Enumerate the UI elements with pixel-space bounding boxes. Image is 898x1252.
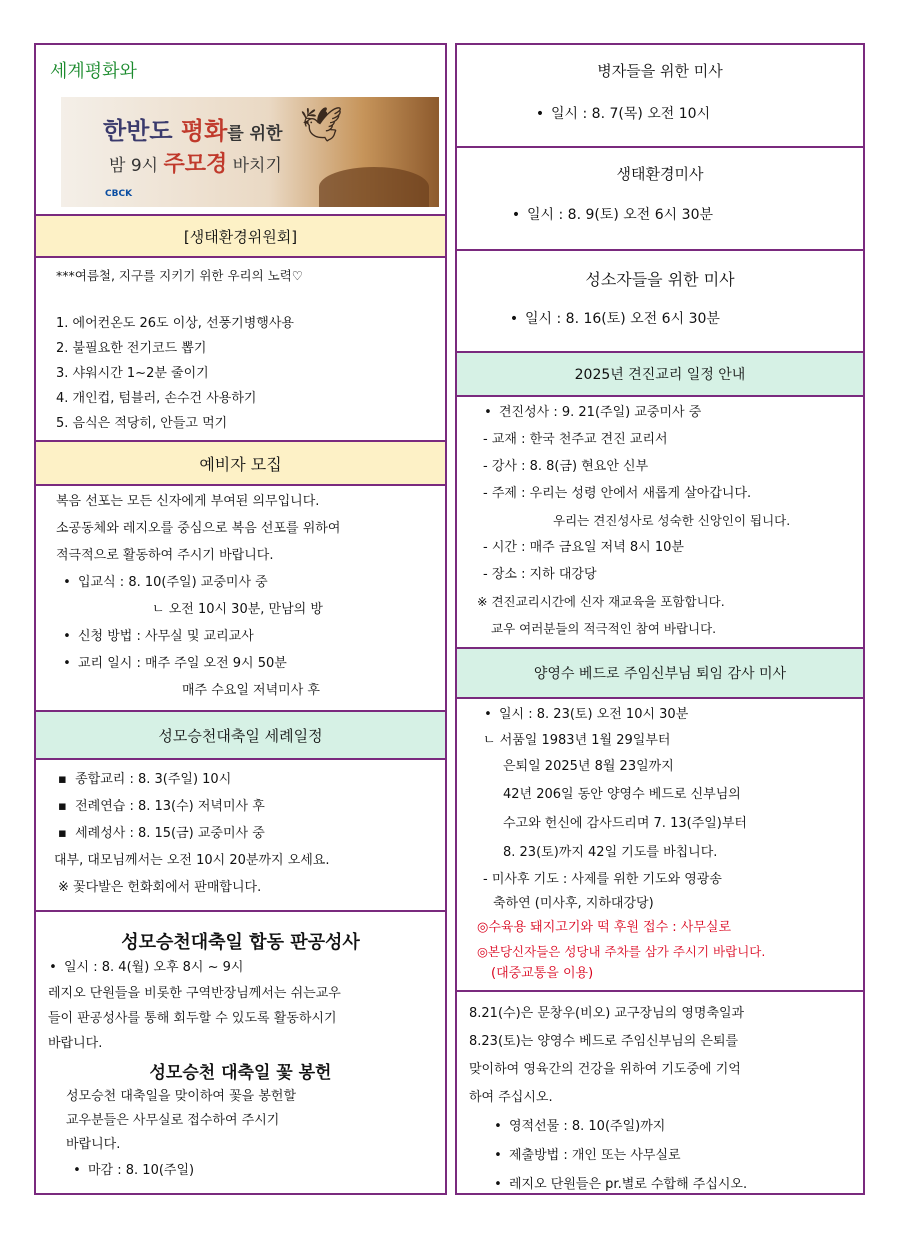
godparent-note: 대부, 대모님께서는 오전 10시 20분까지 오세요.	[54, 853, 330, 868]
sick-mass-time: • 일시 : 8. 7(목) 오전 10시	[529, 101, 863, 128]
parking-notice: ◎본당신자들은 성당내 주차를 삼가 주시기 바랍니다.	[477, 944, 766, 959]
legio-collect-item: • 레지오 단원들은 pr.별로 수합해 주십시오.	[469, 1170, 863, 1193]
youth-mass-header: 성소자들을 위한 미사	[585, 270, 735, 289]
confirmation-note: 교우 여러분들의 적극적인 참여 바랍니다.	[491, 621, 717, 636]
flower-offering-title: 성모승천 대축일 꽃 봉헌	[149, 1063, 332, 1083]
eco-committee-header: [생태환경위원회]	[36, 216, 445, 258]
catechumen-text: 소공동체와 레지오를 중심으로 복음 선포를 위하여	[56, 521, 341, 536]
eco-item: 1. 에어컨온도 26도 이상, 선풍기병행사용	[56, 316, 294, 331]
confirmation-detail: 우리는 견진성사로 성숙한 신앙인이 됩니다.	[553, 513, 791, 528]
confirmation-section	[457, 353, 863, 649]
confirmation-note: ※ 견진교리시간에 신자 재교육을 포함합니다.	[477, 594, 725, 609]
banner-line-1: 한반도 평화를 위한	[103, 117, 283, 145]
world-peace-section	[36, 45, 445, 216]
eco-item: 4. 개인컵, 텀블러, 손수건 사용하기	[56, 391, 257, 406]
farewell-mass-header: 양영수 베드로 주임신부님 퇴임 감사 미사	[457, 649, 863, 699]
class-time-item: • 교리 일시 : 매주 주일 오전 9시 50분	[56, 650, 445, 677]
spiritual-gift-item: • 영적선물 : 8. 10(주일)까지	[469, 1112, 863, 1141]
apply-method-item: • 신청 방법 : 사무실 및 교리교사	[56, 623, 445, 650]
sick-mass-section	[457, 45, 863, 148]
flower-deadline-item: • 마감 : 8. 10(주일)	[66, 1157, 445, 1185]
feast-text: 8.23(토)는 양영수 베드로 주임신부님의 은퇴를	[469, 1034, 739, 1049]
feast-prayer-section	[457, 992, 863, 1193]
left-column	[34, 43, 447, 1195]
farewell-detail: 은퇴일 2025년 8월 23일까지	[503, 759, 674, 774]
flower-text: 성모승천 대축일을 맞이하여 꽃을 봉헌할	[66, 1089, 297, 1104]
bouquet-note: ※ 꽃다발은 헌화회에서 판매합니다.	[58, 880, 262, 895]
peace-prayer-banner	[61, 97, 439, 207]
penance-title: 성모승천대축일 합동 판공성사	[121, 932, 360, 953]
transit-notice: (대중교통을 이용)	[491, 966, 594, 981]
banner-line-2: 밤 9시 주모경 바치기	[109, 152, 282, 177]
penance-text: 바랍니다.	[48, 1036, 103, 1051]
flower-text: 바랍니다.	[66, 1137, 121, 1152]
entrance-rite-sub: ㄴ 오전 10시 30분, 만남의 방	[152, 602, 323, 617]
feast-text: 맞이하여 영육간의 건강을 위하여 기도중에 기억	[469, 1062, 741, 1077]
farewell-detail: 42년 206일 동안 양영수 베드로 신부님의	[503, 787, 741, 802]
catechumen-text: 복음 선포는 모든 신자에게 부여된 의무입니다.	[56, 494, 320, 509]
penance-text: 들이 판공성사를 통해 회두할 수 있도록 활동하시기	[48, 1011, 337, 1026]
eco-mass-section	[457, 148, 863, 251]
baptism-section	[36, 712, 445, 912]
flower-text: 교우분들은 사무실로 접수하여 주시기	[66, 1113, 280, 1128]
farewell-detail: 8. 23(토)까지 42일 기도를 바칩니다.	[503, 845, 718, 860]
penance-text: 레지오 단원들을 비롯한 구역반장님께서는 쉬는교우	[48, 986, 341, 1001]
confirmation-detail: - 교재 : 한국 천주교 견진 교리서	[483, 432, 668, 447]
eco-intro: ***여름철, 지구를 지키기 위한 우리의 노력♡	[56, 268, 303, 283]
class-time-sub: 매주 수요일 저녁미사 후	[182, 683, 320, 698]
catechumen-header: 예비자 모집	[36, 442, 445, 486]
confirmation-header: 2025년 견진교리 일정 안내	[457, 353, 863, 397]
youth-mass-section	[457, 251, 863, 353]
baptism-item: ▪ 전례연습 : 8. 13(수) 저녁미사 후	[58, 799, 265, 814]
dove-icon: 🕊	[299, 105, 343, 145]
farewell-detail: 축하연 (미사후, 지하대강당)	[493, 896, 654, 911]
farewell-detail: - 미사후 기도 : 사제를 위한 기도와 영광송	[483, 872, 722, 887]
eco-mass-time: • 일시 : 8. 9(토) 오전 6시 30분	[505, 202, 863, 229]
catechumen-section	[36, 442, 445, 712]
eco-committee-section	[36, 216, 445, 442]
eco-item: 2. 불필요한 전기코드 뽑기	[56, 341, 207, 356]
world-peace-title: 세계평화와	[50, 61, 137, 82]
donation-notice: ◎수육용 돼지고기와 떡 후원 접수 : 사무실로	[477, 920, 732, 935]
confirmation-detail: - 시간 : 매주 금요일 저녁 8시 10분	[483, 540, 684, 555]
cbck-logo: CBCK	[105, 189, 133, 199]
eco-mass-header: 생태환경미사	[616, 165, 704, 183]
catechumen-text: 적극적으로 활동하여 주시기 바랍니다.	[56, 548, 274, 563]
eco-item: 5. 음식은 적당히, 안들고 먹기	[56, 416, 228, 431]
feast-text: 하여 주십시오.	[469, 1090, 553, 1105]
penance-flower-section	[36, 912, 445, 1197]
baptism-header: 성모승천대축일 세례일정	[36, 712, 445, 760]
penance-time-item: • 일시 : 8. 4(월) 오후 8시 ~ 9시	[42, 954, 445, 981]
feast-text: 8.21(수)은 문창우(비오) 교구장님의 영명축일과	[469, 1006, 745, 1021]
confirmation-detail: - 강사 : 8. 8(금) 현요안 신부	[483, 459, 649, 474]
eco-item: 3. 샤워시간 1~2분 줄이기	[56, 366, 209, 381]
baptism-item: ▪ 세례성사 : 8. 15(금) 교중미사 중	[58, 826, 265, 841]
farewell-mass-time: • 일시 : 8. 23(토) 오전 10시 30분	[477, 701, 863, 728]
submit-method-item: • 제출방법 : 개인 또는 사무실로	[469, 1141, 863, 1170]
hands-image	[319, 167, 429, 207]
right-column	[455, 43, 865, 1195]
confirmation-date: • 견진성사 : 9. 21(주일) 교중미사 중	[477, 399, 863, 426]
entrance-rite-item: • 입교식 : 8. 10(주일) 교중미사 중	[56, 569, 445, 596]
confirmation-detail: - 장소 : 지하 대강당	[483, 567, 597, 582]
youth-mass-time: • 일시 : 8. 16(토) 오전 6시 30분	[503, 306, 863, 333]
confirmation-detail: - 주제 : 우리는 성령 안에서 새롭게 살아갑니다.	[483, 486, 752, 501]
farewell-mass-section	[457, 649, 863, 992]
farewell-detail: ㄴ 서품일 1983년 1월 29일부터	[483, 733, 671, 748]
baptism-item: ▪ 종합교리 : 8. 3(주일) 10시	[58, 772, 232, 787]
sick-mass-header: 병자들을 위한 미사	[597, 62, 723, 80]
farewell-detail: 수고와 헌신에 감사드리며 7. 13(주일)부터	[503, 816, 747, 831]
